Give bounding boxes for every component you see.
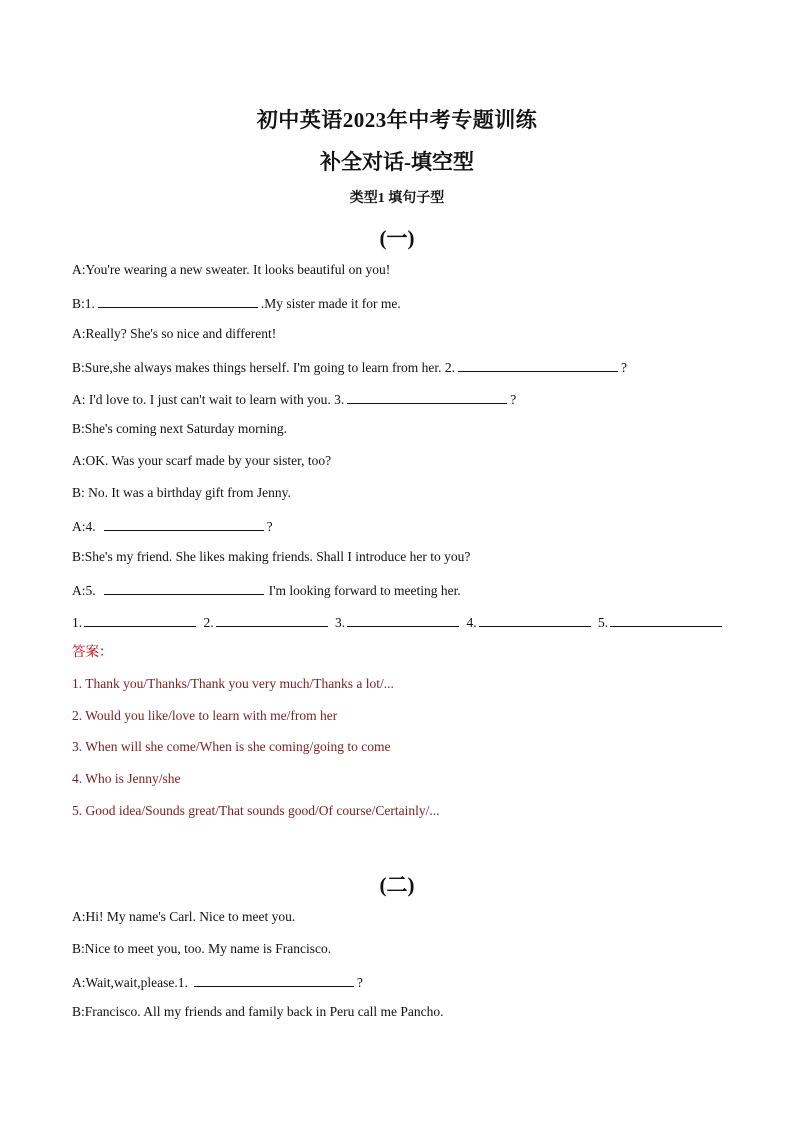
dialogue-line: B:1. .My sister made it for me. — [72, 293, 401, 313]
dialogue-line: B:Sure,she always makes things herself. I'm going to learn from her. 2. ? — [72, 357, 627, 377]
dialogue-line: B:Francisco. All my friends and family back in Peru call me Pancho. — [72, 1004, 444, 1019]
answer-item: 3. When will she come/When is she coming/going to come — [72, 739, 391, 754]
blank-3-input[interactable] — [347, 389, 507, 404]
blank-4-input[interactable] — [104, 516, 264, 531]
answer-label: 答案： — [72, 644, 113, 659]
answer-item: 1. Thank you/Thanks/Thank you very much/Thanks a lot/... — [72, 676, 394, 691]
dialogue-line: A:You're wearing a new sweater. It looks beautiful on you! — [72, 262, 391, 277]
answer-item: 2. Would you like/love to learn with me/from her — [72, 708, 338, 723]
answer-slot-5-input[interactable] — [610, 612, 722, 627]
section2-blank-1-input[interactable] — [194, 972, 354, 987]
dialogue-line: A:Hi! My name's Carl. Nice to meet you. — [72, 909, 296, 924]
dialogue-line: A:OK. Was your scarf made by your sister, too? — [72, 453, 332, 468]
dialogue-line: A:Wait,wait,please.1. ? — [72, 972, 363, 992]
answer-slot-4-input[interactable] — [479, 612, 591, 627]
dialogue-line: B:She's coming next Saturday morning. — [72, 421, 288, 436]
dialogue-line: A:Really? She's so nice and different! — [72, 326, 277, 341]
type-label: 类型1 填句子型 — [349, 191, 445, 206]
answer-slots-row: 1. 2. 3. 4. 5. — [72, 612, 726, 632]
document-title: 初中英语2023年中考专题训练 — [256, 108, 538, 132]
dialogue-line: B:Nice to meet you, too. My name is Francisco. — [72, 941, 332, 956]
section-heading-2: (二) — [379, 873, 415, 897]
answer-item: 4. Who is Jenny/she — [72, 771, 181, 786]
dialogue-line: A:4. ? — [72, 516, 273, 536]
section-heading-1: (一) — [379, 226, 415, 250]
blank-1-input[interactable] — [98, 293, 258, 308]
dialogue-line: A:5. I'm looking forward to meeting her. — [72, 580, 461, 600]
answer-slot-2-input[interactable] — [216, 612, 328, 627]
blank-5-input[interactable] — [104, 580, 264, 595]
answer-item: 5. Good idea/Sounds great/That sounds good/Of course/Certainly/... — [72, 803, 440, 818]
dialogue-line: B: No. It was a birthday gift from Jenny. — [72, 485, 291, 500]
dialogue-line: B:She's my friend. She likes making friends. Shall I introduce her to you? — [72, 549, 471, 564]
answer-slot-1-input[interactable] — [84, 612, 196, 627]
blank-2-input[interactable] — [458, 357, 618, 372]
dialogue-line: A: I'd love to. I just can't wait to learn with you. 3. ? — [72, 389, 516, 409]
answer-slot-3-input[interactable] — [347, 612, 459, 627]
document-subtitle: 补全对话-填空型 — [320, 150, 474, 174]
